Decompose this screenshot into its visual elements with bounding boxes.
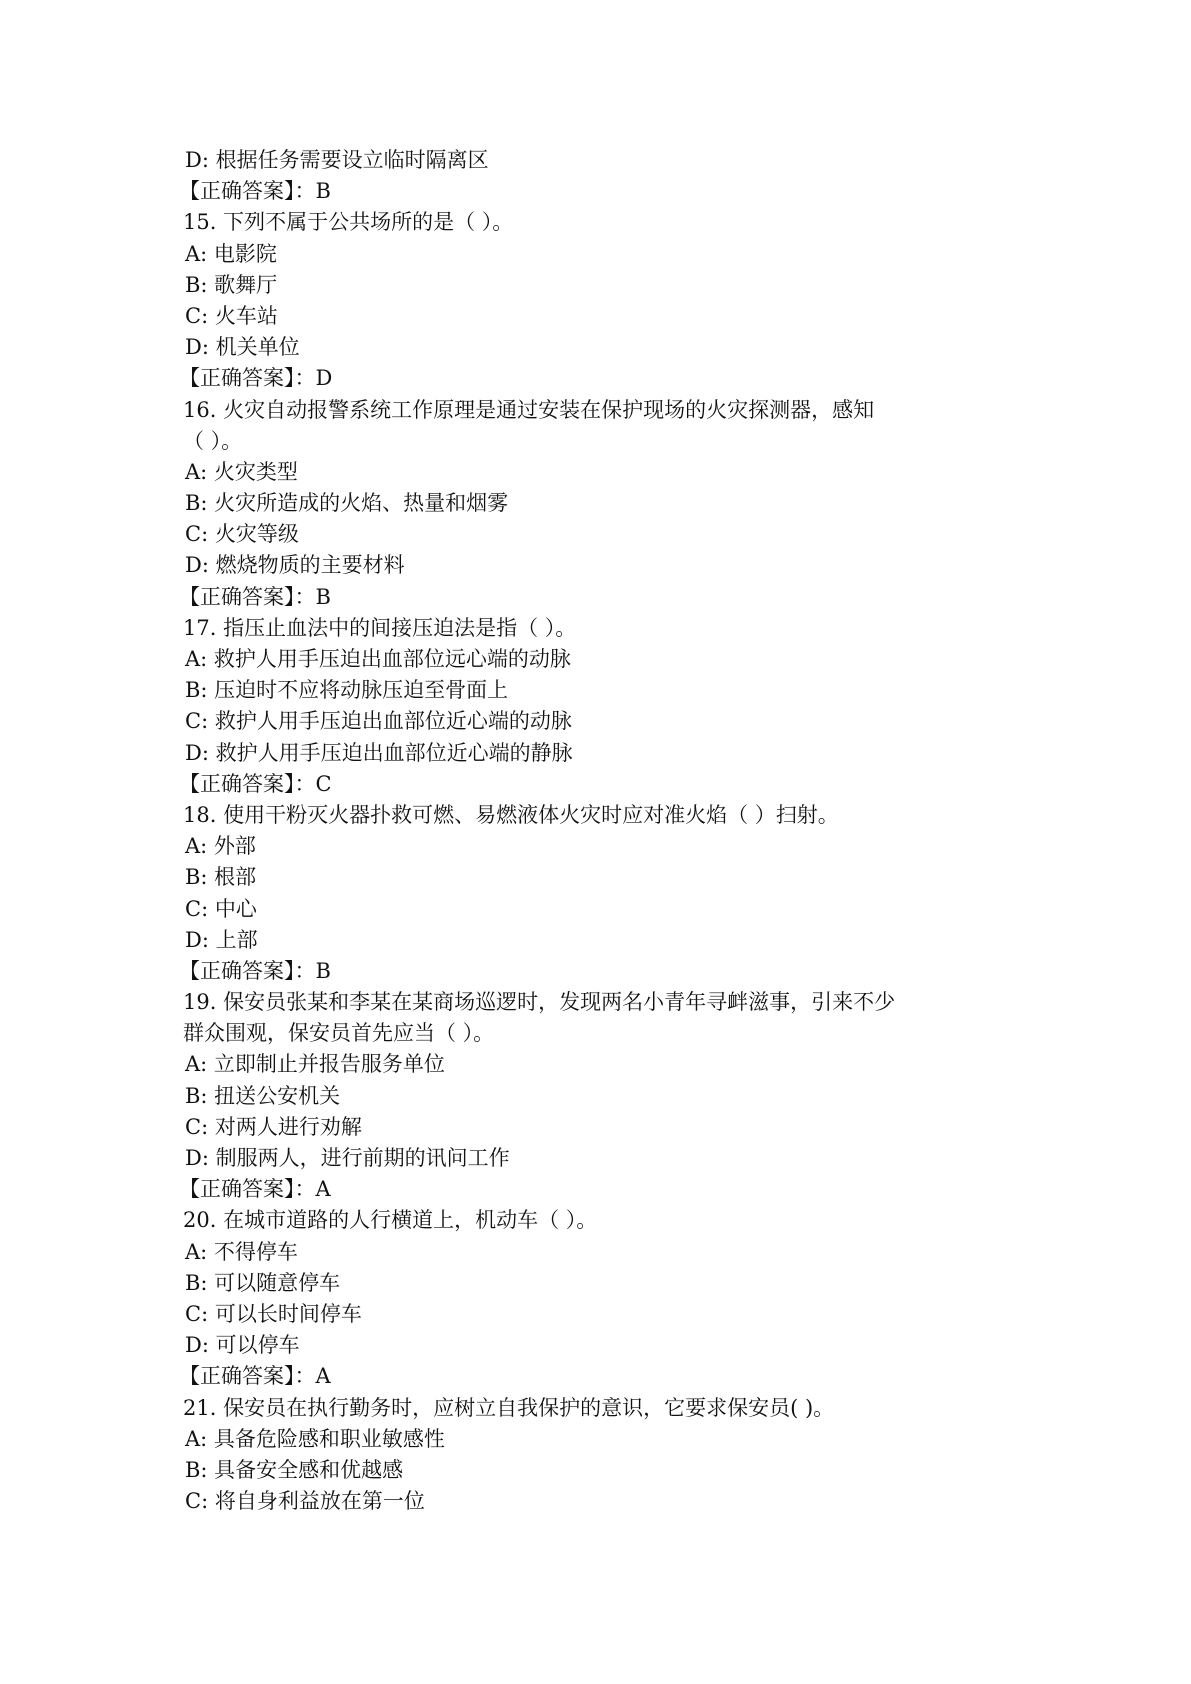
question-line: 16. 火灾自动报警系统工作原理是通过安装在保护现场的火灾探测器，感知 (183, 397, 875, 422)
option-line: A: 火灾类型 (185, 459, 298, 484)
option-line: C: 中心 (185, 896, 257, 921)
answer-line: 【正确答案】：D (179, 366, 333, 391)
option-line: B: 压迫时不应将动脉压迫至骨面上 (185, 678, 509, 703)
option-line: D: 制服两人，进行前期的讯问工作 (185, 1146, 510, 1170)
option-line: C: 火灾等级 (185, 522, 299, 547)
option-line: C: 救护人用手压迫出血部位近心端的动脉 (185, 709, 572, 734)
option-line: C: 将自身利益放在第一位 (185, 1489, 425, 1514)
option-line: B: 扭送公安机关 (185, 1083, 341, 1108)
question-line: 21. 保安员在执行勤务时，应树立自我保护的意识，它要求保安员( )。 (183, 1395, 835, 1420)
option-line: D: 燃烧物质的主要材料 (185, 553, 405, 578)
question-line: 15. 下列不属于公共场所的是（ ）。 (183, 210, 514, 235)
question-line-continued: （ ）。 (183, 428, 243, 453)
question-line-continued: 群众围观，保安员首先应当（ ）。 (183, 1021, 495, 1046)
question-line: 19. 保安员张某和李某在某商场巡逻时，发现两名小青年寻衅滋事，引来不少 (183, 990, 896, 1015)
option-line: B: 火灾所造成的火焰、热量和烟雾 (185, 491, 509, 516)
answer-line: 【正确答案】：A (179, 1177, 331, 1202)
option-line: B: 可以随意停车 (185, 1270, 341, 1295)
option-line: A: 电影院 (185, 241, 277, 266)
answer-line: 【正确答案】：B (179, 179, 331, 204)
option-line: C: 火车站 (185, 303, 278, 328)
option-line: D: 可以停车 (185, 1333, 300, 1358)
option-line: D: 机关单位 (185, 335, 300, 360)
option-line: B: 歌舞厅 (185, 272, 278, 297)
option-line: D: 根据任务需要设立临时隔离区 (185, 148, 489, 172)
question-line: 20. 在城市道路的人行横道上，机动车（ ）。 (183, 1208, 598, 1233)
option-line: A: 救护人用手压迫出血部位远心端的动脉 (185, 647, 571, 671)
option-line: A: 立即制止并报告服务单位 (185, 1052, 445, 1077)
option-line: D: 救护人用手压迫出血部位近心端的静脉 (185, 740, 573, 765)
option-line: C: 对两人进行劝解 (185, 1114, 362, 1139)
question-line: 17. 指压止血法中的间接压迫法是指（ ）。 (183, 615, 577, 640)
question-list (179, 145, 1063, 1517)
option-line: A: 外部 (185, 834, 256, 859)
question-line: 18. 使用干粉灭火器扑救可燃、易燃液体火灾时应对准火焰（ ）扫射。 (183, 802, 839, 827)
answer-line: 【正确答案】：A (179, 1364, 331, 1389)
option-line: C: 可以长时间停车 (185, 1301, 362, 1326)
option-line: B: 具备安全感和优越感 (185, 1457, 404, 1482)
option-line: B: 根部 (185, 865, 257, 890)
option-line: D: 上部 (185, 927, 258, 952)
option-line: A: 具备危险感和职业敏感性 (185, 1426, 445, 1451)
answer-line: 【正确答案】：B (179, 584, 331, 609)
answer-line: 【正确答案】：B (179, 958, 331, 983)
answer-line: 【正确答案】：C (179, 771, 332, 796)
option-line: A: 不得停车 (185, 1239, 298, 1264)
